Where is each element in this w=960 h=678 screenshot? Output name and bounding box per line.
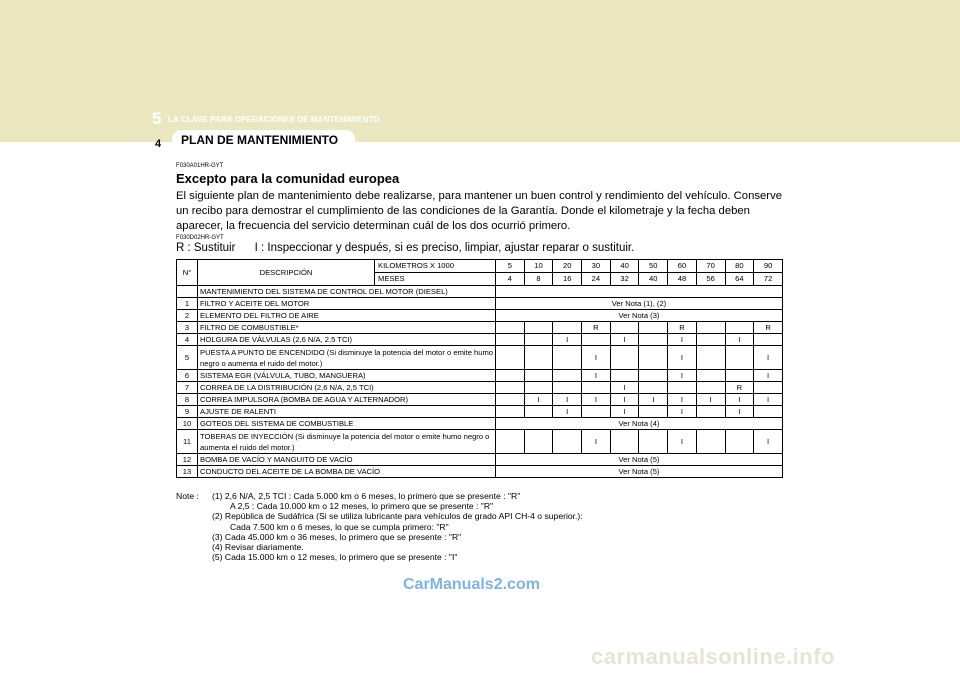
legend-inspect: I : Inspeccionar y después, si es preciso, limpiar, ajustar reparar o sustituir.: [254, 242, 635, 254]
interval-cell: [610, 430, 639, 454]
row-number: 5: [177, 346, 198, 370]
row-number: 6: [177, 370, 198, 382]
interval-cell: I: [754, 430, 783, 454]
note-line: (5) Cada 15.000 km o 12 meses, lo primero que se presente : "I": [212, 552, 458, 563]
note-line: (4) Revisar diariamente.: [212, 542, 304, 553]
interval-cell: [639, 322, 668, 334]
interval-cell: I: [582, 346, 611, 370]
km-cell: 30: [582, 260, 611, 273]
interval-cell: [696, 382, 725, 394]
interval-cell: I: [754, 370, 783, 382]
interval-cell: I: [668, 370, 697, 382]
interval-cell: [696, 334, 725, 346]
interval-cell: I: [754, 394, 783, 406]
interval-cell: [524, 322, 553, 334]
note-line: A 2,5 : Cada 10.000 km o 12 meses, lo primero que se presente : "R": [230, 501, 494, 512]
header-row-km: [177, 260, 783, 273]
interval-cell: [639, 334, 668, 346]
row-note: Ver Nota (5): [496, 454, 783, 466]
months-cell: 48: [668, 273, 697, 286]
km-cell: 70: [696, 260, 725, 273]
interval-cell: I: [553, 394, 582, 406]
interval-cell: [696, 430, 725, 454]
interval-cell: [639, 406, 668, 418]
chapter-title: LA CLAVE PARA OPERACIONES DE MANTENIMIENTO: [168, 115, 380, 124]
interval-cell: R: [725, 382, 754, 394]
system-row-fill: [496, 286, 783, 298]
row-description: CORREA DE LA DISTRIBUCIÓN (2,6 N/A, 2,5 TCI): [198, 382, 496, 394]
months-cell: 64: [725, 273, 754, 286]
reference-code-2: F030D02HR-GYT: [176, 235, 224, 241]
note-line: (2) República de Sudáfrica (Si se utiliza lubricante para vehículos de grado API CH-4 o superior.):: [212, 511, 583, 522]
interval-cell: [496, 430, 525, 454]
interval-cell: [553, 430, 582, 454]
row-description: CONDUCTO DEL ACEITE DE LA BOMBA DE VACÍO: [198, 466, 496, 478]
interval-cell: I: [582, 370, 611, 382]
row-description: CORREA IMPULSORA (BOMBA DE AGUA Y ALTERNADOR): [198, 394, 496, 406]
table-row: [177, 334, 783, 346]
header-km: KILOMETROS X 1000: [375, 260, 496, 273]
row-note: Ver Nota (5): [496, 466, 783, 478]
interval-cell: [754, 334, 783, 346]
interval-cell: I: [524, 394, 553, 406]
months-cell: 32: [610, 273, 639, 286]
row-description: FILTRO DE COMBUSTIBLE*: [198, 322, 496, 334]
interval-cell: [754, 406, 783, 418]
maintenance-table-body: [177, 260, 783, 478]
reference-code: F030A01HR-GYT: [176, 163, 224, 169]
interval-cell: [553, 370, 582, 382]
chapter-number: 5: [152, 109, 162, 128]
table-row: [177, 346, 783, 370]
section-heading: Excepto para la comunidad europea: [176, 171, 400, 186]
interval-cell: [524, 430, 553, 454]
row-number: 9: [177, 406, 198, 418]
interval-cell: [639, 346, 668, 370]
interval-cell: I: [725, 406, 754, 418]
header-number: N°: [177, 260, 198, 286]
table-row: [177, 394, 783, 406]
interval-cell: [524, 334, 553, 346]
notes-label: Note :: [176, 491, 199, 501]
months-cell: 8: [524, 273, 553, 286]
interval-cell: I: [668, 406, 697, 418]
interval-cell: I: [553, 334, 582, 346]
interval-cell: [725, 322, 754, 334]
header-band: [0, 0, 960, 142]
interval-cell: [582, 382, 611, 394]
interval-cell: I: [668, 394, 697, 406]
interval-cell: [496, 346, 525, 370]
interval-cell: I: [610, 334, 639, 346]
months-cell: 16: [553, 273, 582, 286]
interval-cell: I: [610, 394, 639, 406]
km-cell: 80: [725, 260, 754, 273]
interval-cell: [553, 346, 582, 370]
row-number: 4: [177, 334, 198, 346]
system-row-blank: [177, 286, 198, 298]
interval-cell: [496, 322, 525, 334]
months-cell: 40: [639, 273, 668, 286]
table-row: [177, 298, 783, 310]
km-cell: 90: [754, 260, 783, 273]
page-number: 4: [155, 138, 162, 150]
interval-cell: [524, 382, 553, 394]
interval-cell: [639, 430, 668, 454]
interval-cell: I: [668, 346, 697, 370]
note-line: (1) 2,6 N/A, 2,5 TCI : Cada 5.000 km o 6 meses, lo primero que se presente : "R": [212, 491, 521, 501]
row-description: ELEMENTO DEL FILTRO DE AIRE: [198, 310, 496, 322]
row-number: 11: [177, 430, 198, 454]
row-description: GOTEOS DEL SISTEMA DE COMBUSTIBLE: [198, 418, 496, 430]
km-cell: 20: [553, 260, 582, 273]
interval-cell: [496, 382, 525, 394]
table-row: [177, 382, 783, 394]
interval-cell: [610, 370, 639, 382]
interval-cell: I: [696, 394, 725, 406]
row-note: Ver Nota (1), (2): [496, 298, 783, 310]
interval-cell: I: [754, 346, 783, 370]
row-note: Ver Nota (3): [496, 310, 783, 322]
interval-cell: [496, 334, 525, 346]
interval-cell: [725, 346, 754, 370]
maintenance-table: [176, 259, 783, 478]
months-cell: 56: [696, 273, 725, 286]
interval-cell: I: [610, 382, 639, 394]
notes-body: [212, 491, 812, 562]
interval-cell: [610, 346, 639, 370]
row-description: AJUSTE DE RALENTI: [198, 406, 496, 418]
note-line: (3) Cada 45.000 km o 36 meses, lo primero que se presente : "R": [212, 531, 462, 542]
interval-cell: [553, 322, 582, 334]
system-row-title: MANTENIMIENTO DEL SISTEMA DE CONTROL DEL MOTOR (DIESEL): [198, 286, 496, 298]
interval-cell: [639, 370, 668, 382]
interval-cell: I: [639, 394, 668, 406]
interval-cell: I: [668, 430, 697, 454]
header-months: MESES: [375, 273, 496, 286]
interval-cell: [696, 406, 725, 418]
table-row: [177, 406, 783, 418]
row-description: HOLGURA DE VÁLVULAS (2,6 N/A, 2,5 TCI): [198, 334, 496, 346]
intro-paragraph: El siguiente plan de mantenimiento debe realizarse, para mantener un buen control y rendimiento del vehículo. Conserve un recibo para demostrar el cumplimiento de las condiciones de la Garantía. Donde el kilometraje y la fecha deben aparecer, la frecuencia del servicio determinan cuál de los dos ocurrió primero.: [176, 190, 782, 232]
interval-cell: R: [754, 322, 783, 334]
row-description: TOBERAS DE INYECCIÓN (Si disminuye la potencia del motor o emite humo negro o aumenta el ruido del motor.): [198, 430, 496, 454]
interval-cell: I: [610, 406, 639, 418]
row-description: PUESTA A PUNTO DE ENCENDIDO (Si disminuye la potencia del motor o emite humo negro o aumenta el ruido del motor.): [198, 346, 496, 370]
watermark-carmanuals2: CarManuals2.com: [403, 576, 540, 593]
row-description: BOMBA DE VACÍO Y MANGUITO DE VACÍO: [198, 454, 496, 466]
interval-cell: [496, 370, 525, 382]
row-number: 2: [177, 310, 198, 322]
table-row: [177, 454, 783, 466]
interval-cell: R: [668, 322, 697, 334]
row-number: 8: [177, 394, 198, 406]
km-cell: 40: [610, 260, 639, 273]
interval-cell: I: [725, 394, 754, 406]
km-cell: 50: [639, 260, 668, 273]
interval-cell: [496, 406, 525, 418]
interval-cell: [553, 382, 582, 394]
interval-cell: [524, 370, 553, 382]
row-note: Ver Nota (4): [496, 418, 783, 430]
table-row: [177, 466, 783, 478]
table-row: [177, 310, 783, 322]
km-cell: 60: [668, 260, 697, 273]
interval-cell: [754, 382, 783, 394]
interval-cell: [696, 322, 725, 334]
row-number: 10: [177, 418, 198, 430]
interval-cell: I: [582, 394, 611, 406]
km-cell: 10: [524, 260, 553, 273]
interval-cell: [696, 370, 725, 382]
interval-cell: I: [725, 334, 754, 346]
table-row: [177, 370, 783, 382]
km-cell: 5: [496, 260, 525, 273]
row-number: 13: [177, 466, 198, 478]
header-description: DESCRIPCIÓN: [198, 260, 375, 286]
interval-cell: [524, 346, 553, 370]
section-tab: PLAN DE MANTENIMIENTO: [172, 130, 355, 150]
system-row: [177, 286, 783, 298]
interval-cell: I: [553, 406, 582, 418]
legend: [176, 242, 650, 254]
interval-cell: [725, 370, 754, 382]
interval-cell: I: [668, 334, 697, 346]
months-cell: 72: [754, 273, 783, 286]
months-cell: 4: [496, 273, 525, 286]
interval-cell: [582, 406, 611, 418]
interval-cell: [725, 430, 754, 454]
interval-cell: [668, 382, 697, 394]
interval-cell: R: [582, 322, 611, 334]
interval-cell: [610, 322, 639, 334]
row-number: 12: [177, 454, 198, 466]
row-number: 7: [177, 382, 198, 394]
interval-cell: [524, 406, 553, 418]
note-line: Cada 7.500 km o 6 meses, lo que se cumpla primero: "R": [230, 521, 449, 532]
row-description: FILTRO Y ACEITE DEL MOTOR: [198, 298, 496, 310]
table-row: [177, 418, 783, 430]
watermark-carmanualsonline: carmanualsonline.info: [591, 644, 835, 669]
interval-cell: [582, 334, 611, 346]
table-row: [177, 322, 783, 334]
interval-cell: I: [582, 430, 611, 454]
row-number: 1: [177, 298, 198, 310]
row-number: 3: [177, 322, 198, 334]
months-cell: 24: [582, 273, 611, 286]
row-description: SISTEMA EGR (VÁLVULA, TUBO, MANGUERA): [198, 370, 496, 382]
interval-cell: [639, 382, 668, 394]
legend-replace: R : Sustituir: [176, 242, 236, 254]
interval-cell: [696, 346, 725, 370]
table-row: [177, 430, 783, 454]
interval-cell: [496, 394, 525, 406]
